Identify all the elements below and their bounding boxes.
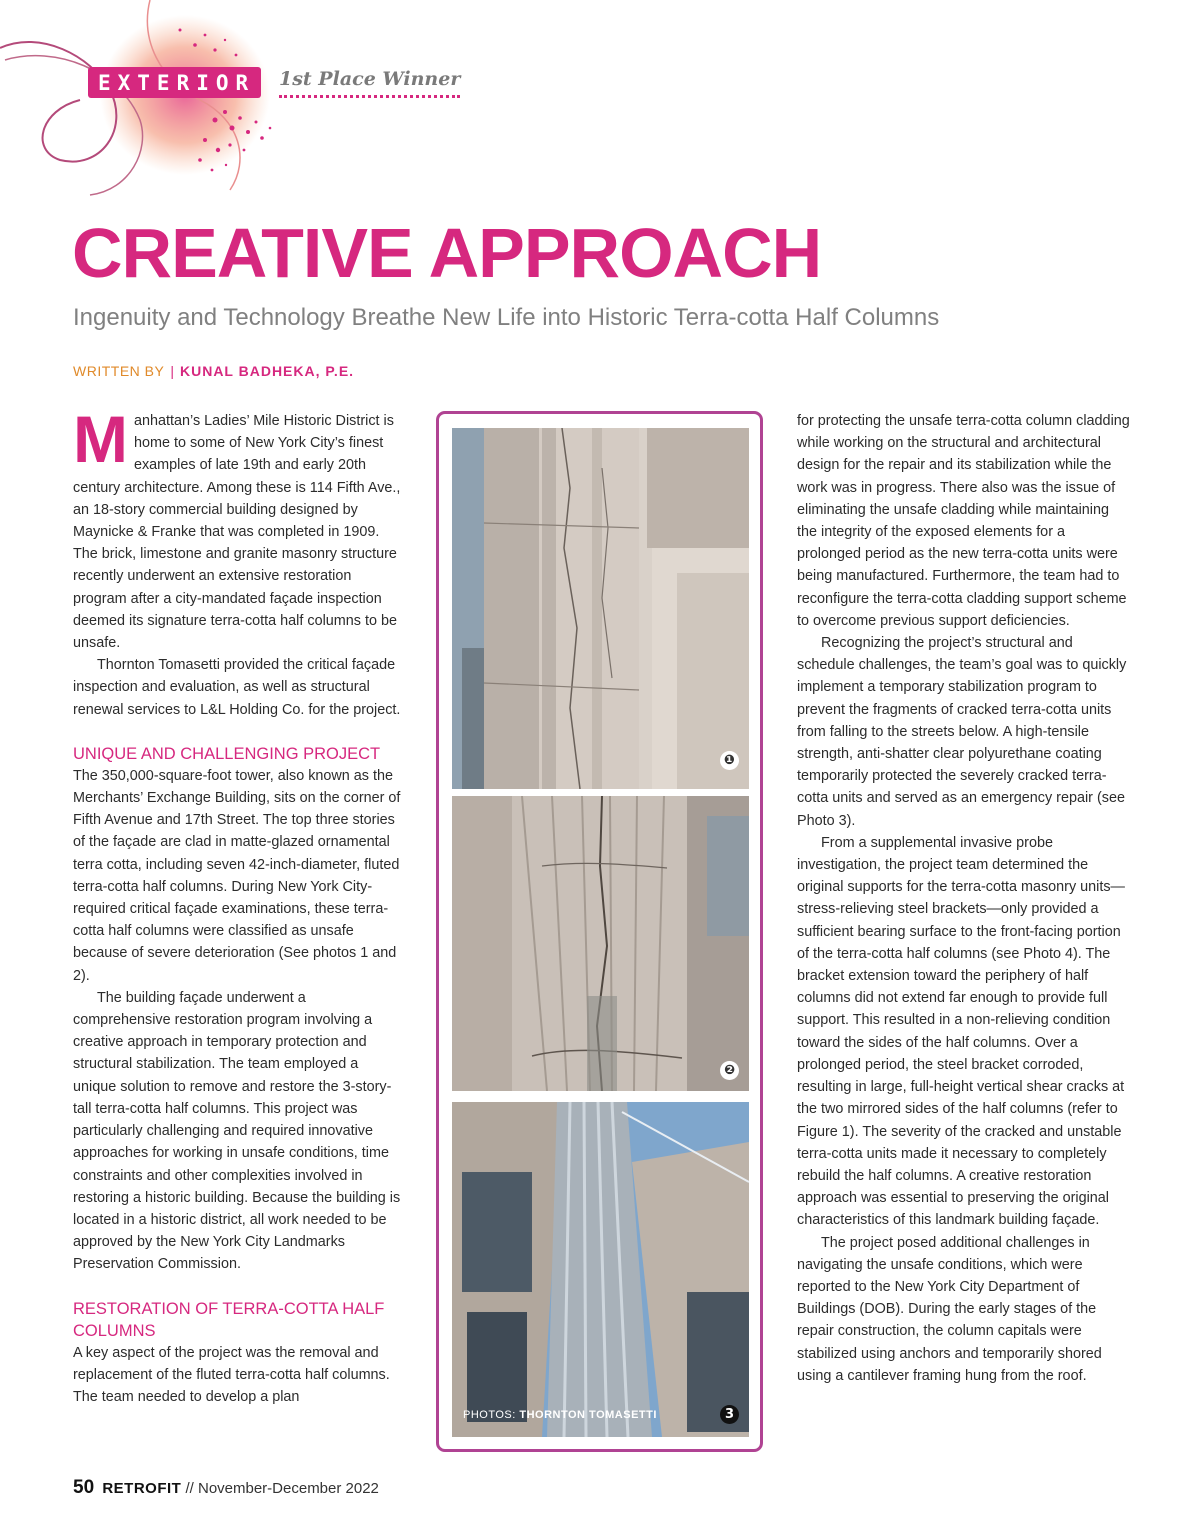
section-heading: RESTORATION OF TERRA-COTTA HALF COLUMNS — [73, 1299, 385, 1340]
paragraph: for protecting the unsafe terra-cotta column cladding while working on the structural and architectural design for the repair and its stabilization while the work was in progress. There also was the issue of eliminating the unsafe cladding while maintaining the integrity of the exposed elements for a prolonged period as the new terra-cotta units were being manufactured. Furthermore, the team had to reconfigure the terra-cotta cladding support scheme to overcome previous support deficiencies. — [797, 413, 1130, 629]
paragraph: The project posed additional challenges in navigating the unsafe conditions, which were reported to the New York City Department of Buildings (DOB). During the early stages of the repair construction, the column capitals were stabilized using anchors and temporarily shored using a cantilever framing hung from the roof. — [797, 1234, 1102, 1384]
photo-2 — [452, 796, 749, 1091]
decorative-splash-graphic — [0, 0, 460, 210]
left-column — [73, 402, 404, 1408]
article-subtitle: Ingenuity and Technology Breathe New Life into Historic Terra-cotta Half Columns — [73, 304, 940, 331]
paragraph: From a supplemental invasive probe investigation, the project team determined the original supports for the terra-cotta masonry units—stress-relieving steel brackets—only provided a sufficient bearing surface to the front-facing portion of the terra-cotta half columns (see Photo 4). The bracket extension toward the periphery of half columns did not extend far enough to provide full support. This resulted in a non-relieving condition toward the sides of the half columns. Over a prolonged period, the steel bracket corroded, resulting in large, full-height vertical shear cracks at the two mirrored sides of the half columns (refer to Figure 1). The severity of the cracked and unstable terra-cotta units made it necessary to completely rebuild the half columns. A creative restoration approach was essential to preserving the original characteristics of this landmark building façade. — [797, 834, 1125, 1229]
award-label: 1st Place Winner — [279, 68, 460, 98]
paragraph: Thornton Tomasetti provided the critical façade inspection and evaluation, as well as structural renewal services to L&L Holding Co. for the project. — [73, 657, 401, 718]
paragraph: A key aspect of the project was the removal and replacement of the fluted terra-cotta half columns. The team needed to develop a plan — [73, 1344, 390, 1405]
photo-1 — [452, 428, 749, 789]
photo-credit-label: PHOTOS: — [463, 1409, 516, 1421]
author-name: KUNAL BADHEKA, P.E. — [179, 363, 355, 379]
issue-date: // November-December 2022 — [185, 1480, 379, 1497]
photo-number-2: ❷ — [720, 1061, 739, 1080]
photo-credit — [463, 1409, 657, 1421]
paragraph: Recognizing the project’s structural and schedule challenges, the team’s goal was to quickly implement a temporary stabilization program to prevent the fragments of cracked terra-cotta units from falling to the streets below. A high-tensile strength, anti-shatter clear polyurethane coating temporarily protected the severely cracked terra-cotta units and served as an emergency repair (see Photo 3). — [797, 635, 1127, 829]
paragraph — [73, 402, 404, 654]
byline-label: WRITTEN BY — [73, 363, 165, 379]
page-number: 50 — [73, 1477, 95, 1498]
magazine-name: RETROFIT — [102, 1480, 182, 1497]
paragraph-text: anhattan’s Ladies’ Mile Historic District is home to some of New York City’s finest examples of late 19th and early 20th century architecture. Among these is 114 Fifth Ave., an 18-story commercial building designed by Maynicke & Franke that was completed in 1909. The brick, limestone and granite masonry structure recently underwent an extensive restoration program after a city-mandated façade inspection deemed its signature terra-cotta half columns to be unsafe. — [73, 413, 401, 652]
byline — [73, 363, 354, 379]
photo-3 — [452, 1102, 749, 1437]
photo-number-3: 3 — [720, 1405, 739, 1424]
drop-cap: M — [73, 402, 128, 476]
photo-credit-name: THORNTON TOMASETTI — [519, 1409, 657, 1421]
paragraph: The building façade underwent a comprehensive restoration program involving a creative approach in temporary protection and structural stabilization. The team employed a unique solution to remove and restore the 3-story-tall terra-cotta half columns. This project was particularly challenging and required innovative approaches for working in unsafe conditions, time constraints and other complexities involved in restoring a historic building. Because the building is located in a historic district, all work needed to be approved by the New York City Landmarks Preservation Commission. — [73, 989, 401, 1273]
photo-number-1: ❶ — [720, 751, 739, 770]
paragraph: The 350,000-square-foot tower, also known as the Merchants’ Exchange Building, sits on the corner of Fifth Avenue and 17th Street. The top three stories of the façade are clad in matte-glazed ornamental terra cotta, including seven 42-inch-diameter, fluted terra-cotta half columns. During New York City-required critical façade examinations, these terra-cotta half columns were classified as unsafe because of severe deterioration (See photos 1 and 2). — [73, 767, 401, 984]
section-tag: EXTERIOR — [88, 67, 261, 98]
article-title: CREATIVE APPROACH — [72, 214, 822, 292]
section-heading: UNIQUE AND CHALLENGING PROJECT — [73, 744, 381, 763]
page-footer — [73, 1477, 379, 1499]
right-column — [797, 410, 1130, 1387]
byline-separator: | — [170, 363, 174, 379]
